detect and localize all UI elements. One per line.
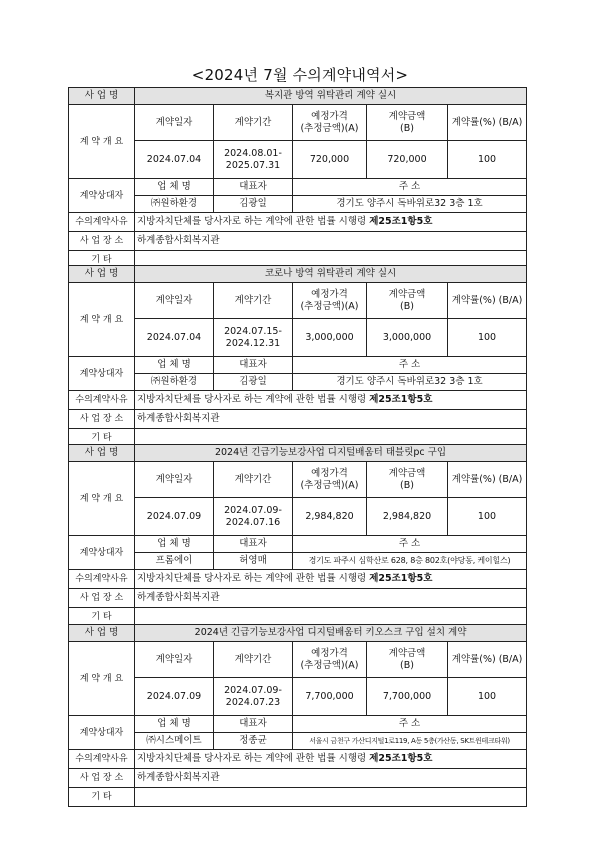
counterparty-label: 계약상대자	[69, 536, 135, 570]
representative-header: 대표자	[214, 536, 293, 553]
estimated-price-label: 예정가격	[311, 467, 348, 479]
location-value: 하계종합사회복지관	[135, 410, 527, 429]
representative-value: 김광일	[214, 196, 293, 213]
period-start: 2024.08.01-	[224, 147, 282, 159]
contract-rate-value: 100	[448, 678, 527, 716]
reason-label: 수의계약사유	[69, 391, 135, 410]
contract-date-header: 계약일자	[135, 283, 214, 319]
period-end: 2024.07.23	[225, 696, 281, 708]
representative-value: 정종균	[214, 733, 293, 750]
period-start: 2024.07.15-	[224, 325, 282, 337]
contract-overview-label: 계 약 개 요	[69, 105, 135, 179]
contract-period-header: 계약기간	[214, 462, 293, 498]
contract-period-value	[214, 678, 293, 716]
business-name-label: 사 업 명	[69, 88, 135, 105]
business-name-label: 사 업 명	[69, 445, 135, 462]
contract-date-header: 계약일자	[135, 462, 214, 498]
contract-amount-label: 계약금액	[388, 288, 426, 300]
address-header: 주 소	[293, 179, 527, 196]
location-label: 사 업 장 소	[69, 232, 135, 251]
reason-label: 수의계약사유	[69, 213, 135, 232]
contract-date-header: 계약일자	[135, 105, 214, 141]
estimated-price-value: 2,984,820	[293, 498, 367, 536]
address-header: 주 소	[293, 716, 527, 733]
etc-label: 기 타	[69, 608, 135, 627]
contract-amount-label: 계약금액	[388, 647, 426, 659]
reason-article: 제25조1항5호	[369, 573, 433, 584]
address-value: 경기도 양주시 독바위로32 3층 1호	[293, 196, 527, 213]
counterparty-label: 계약상대자	[69, 716, 135, 750]
contract-date-value: 2024.07.04	[135, 141, 214, 179]
contract-amount-value: 3,000,000	[367, 319, 448, 357]
reason-value	[135, 750, 527, 769]
contract-rate-header: 계약률(%) (B/A)	[448, 462, 527, 498]
estimated-price-header	[293, 283, 367, 319]
contract-period-header: 계약기간	[214, 105, 293, 141]
contract-table	[68, 624, 527, 807]
business-name-label: 사 업 명	[69, 266, 135, 283]
estimated-price-label: 예정가격	[311, 288, 348, 300]
company-name-header: 업 체 명	[135, 716, 214, 733]
contract-table	[68, 444, 527, 627]
estimated-price-label: 예정가격	[311, 110, 348, 122]
estimated-price-value: 3,000,000	[293, 319, 367, 357]
representative-header: 대표자	[214, 357, 293, 374]
period-start: 2024.07.09-	[224, 504, 282, 516]
reason-text: 지방자치단체를 당사자로 하는 계약에 관한 법률 시행령	[137, 573, 370, 584]
address-value: 경기도 파주시 심학산로 628, 8층 802호(야당동, 케이힐스)	[293, 553, 527, 570]
contract-amount-sub-label: (B)	[400, 300, 414, 312]
period-end: 2025.07.31	[225, 159, 281, 171]
company-name-value: ㈜원하환경	[135, 374, 214, 391]
address-header: 주 소	[293, 536, 527, 553]
representative-value: 허영매	[214, 553, 293, 570]
etc-label: 기 타	[69, 251, 135, 270]
reason-label: 수의계약사유	[69, 750, 135, 769]
period-start: 2024.07.09-	[224, 684, 282, 696]
contract-block	[68, 624, 526, 807]
reason-value	[135, 391, 527, 410]
contract-period-value	[214, 319, 293, 357]
reason-label: 수의계약사유	[69, 570, 135, 589]
location-value: 하계종합사회복지관	[135, 232, 527, 251]
company-name-header: 업 체 명	[135, 179, 214, 196]
company-name-header: 업 체 명	[135, 536, 214, 553]
contract-amount-sub-label: (B)	[400, 479, 414, 491]
reason-value	[135, 213, 527, 232]
estimated-price-sub-label: (추정금액)(A)	[300, 659, 359, 671]
etc-label: 기 타	[69, 429, 135, 448]
contract-overview-label: 계 약 개 요	[69, 642, 135, 716]
estimated-price-sub-label: (추정금액)(A)	[300, 479, 359, 491]
contract-amount-sub-label: (B)	[400, 659, 414, 671]
reason-text: 지방자치단체를 당사자로 하는 계약에 관한 법률 시행령	[137, 216, 370, 227]
address-value: 경기도 양주시 독바위로32 3층 1호	[293, 374, 527, 391]
period-end: 2024.12.31	[225, 337, 281, 349]
contract-period-value	[214, 141, 293, 179]
contract-amount-header	[367, 642, 448, 678]
contract-rate-header: 계약률(%) (B/A)	[448, 642, 527, 678]
representative-value: 김광일	[214, 374, 293, 391]
contract-amount-label: 계약금액	[388, 110, 426, 122]
estimated-price-value: 720,000	[293, 141, 367, 179]
estimated-price-header	[293, 642, 367, 678]
contract-block	[68, 265, 526, 448]
business-name-value: 2024년 긴급기능보강사업 디지털배움터 키오스크 구입 설치 계약	[135, 625, 527, 642]
page-title: <2024년 7월 수의계약내역서>	[191, 66, 409, 84]
contract-table	[68, 87, 527, 270]
estimated-price-value: 7,700,000	[293, 678, 367, 716]
address-header: 주 소	[293, 357, 527, 374]
contract-rate-value: 100	[448, 498, 527, 536]
location-label: 사 업 장 소	[69, 589, 135, 608]
reason-article: 제25조1항5호	[369, 216, 433, 227]
contract-amount-value: 2,984,820	[367, 498, 448, 536]
contract-period-header: 계약기간	[214, 642, 293, 678]
business-name-value: 코로나 방역 위탁관리 계약 실시	[135, 266, 527, 283]
contract-rate-header: 계약률(%) (B/A)	[448, 283, 527, 319]
contract-amount-value: 720,000	[367, 141, 448, 179]
etc-value	[135, 788, 527, 807]
estimated-price-label: 예정가격	[311, 647, 348, 659]
contract-overview-label: 계 약 개 요	[69, 283, 135, 357]
contract-amount-header	[367, 105, 448, 141]
business-name-value: 2024년 긴급기능보강사업 디지털배움터 태블릿pc 구입	[135, 445, 527, 462]
counterparty-label: 계약상대자	[69, 179, 135, 213]
contract-amount-value: 7,700,000	[367, 678, 448, 716]
company-name-value: ㈜원하환경	[135, 196, 214, 213]
contract-date-header: 계약일자	[135, 642, 214, 678]
contract-date-value: 2024.07.09	[135, 678, 214, 716]
reason-article: 제25조1항5호	[369, 394, 433, 405]
contract-overview-label: 계 약 개 요	[69, 462, 135, 536]
estimated-price-header	[293, 105, 367, 141]
company-name-value: 프롬에이	[135, 553, 214, 570]
estimated-price-sub-label: (추정금액)(A)	[300, 300, 359, 312]
contract-block	[68, 444, 526, 627]
location-value: 하계종합사회복지관	[135, 769, 527, 788]
contract-amount-header	[367, 462, 448, 498]
contract-amount-label: 계약금액	[388, 467, 426, 479]
etc-label: 기 타	[69, 788, 135, 807]
reason-value	[135, 570, 527, 589]
contract-period-header: 계약기간	[214, 283, 293, 319]
business-name-label: 사 업 명	[69, 625, 135, 642]
contract-rate-header: 계약률(%) (B/A)	[448, 105, 527, 141]
estimated-price-header	[293, 462, 367, 498]
location-label: 사 업 장 소	[69, 769, 135, 788]
company-name-value: ㈜시스메이트	[135, 733, 214, 750]
estimated-price-sub-label: (추정금액)(A)	[300, 122, 359, 134]
reason-article: 제25조1항5호	[369, 753, 433, 764]
contract-rate-value: 100	[448, 141, 527, 179]
contract-date-value: 2024.07.09	[135, 498, 214, 536]
period-end: 2024.07.16	[225, 516, 281, 528]
contract-period-value	[214, 498, 293, 536]
location-label: 사 업 장 소	[69, 410, 135, 429]
business-name-value: 복지관 방역 위탁관리 계약 실시	[135, 88, 527, 105]
counterparty-label: 계약상대자	[69, 357, 135, 391]
contract-amount-header	[367, 283, 448, 319]
reason-text: 지방자치단체를 당사자로 하는 계약에 관한 법률 시행령	[137, 753, 370, 764]
contract-date-value: 2024.07.04	[135, 319, 214, 357]
representative-header: 대표자	[214, 179, 293, 196]
reason-text: 지방자치단체를 당사자로 하는 계약에 관한 법률 시행령	[137, 394, 370, 405]
contract-table	[68, 265, 527, 448]
representative-header: 대표자	[214, 716, 293, 733]
contract-rate-value: 100	[448, 319, 527, 357]
contract-amount-sub-label: (B)	[400, 122, 414, 134]
address-value: 서울시 금천구 가산디지털1로119, A동 5층(가산동, SK트윈테크타워)	[293, 733, 527, 750]
location-value: 하계종합사회복지관	[135, 589, 527, 608]
company-name-header: 업 체 명	[135, 357, 214, 374]
contract-block	[68, 87, 526, 270]
